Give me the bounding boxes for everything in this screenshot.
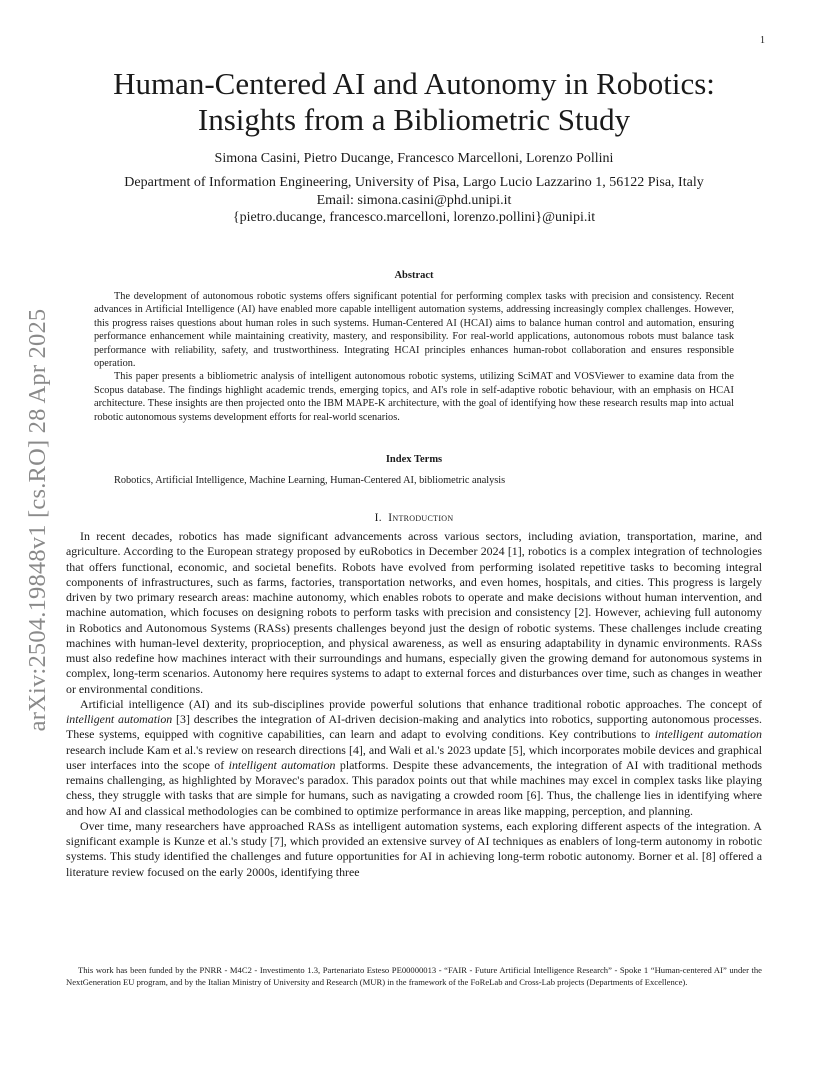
emphasis-term: intelligent automation xyxy=(66,712,173,726)
funding-footnote: This work has been funded by the PNRR - M4C2 - Investimento 1.3, Partenariato Esteso PE00000013 - “FAIR - Future Artificial Intelligence Research” - Spoke 1 “Human-centered AI” under the NextGeneration EU program, and by the Italian Ministry of University and Research (MUR) in the framework of the FoReLab and Cross-Lab projects (Departments of Excellence). xyxy=(66,965,762,987)
page-number: 1 xyxy=(760,35,765,46)
body-paragraph-2: Artificial intelligence (AI) and its sub-disciplines provide powerful solutions that enhance traditional robotic approaches. The concept of intelligent automation [3] describes the integration of AI-driven decision-making and analytics into robotics, supporting autonomous processes. These systems, equipped with cognitive capabilities, can learn and adapt to evolving conditions. Key contributions to intelligent automation research include Kam et al.'s review on research directions [4], and Wali et al.'s 2023 update [5], which incorporates mobile devices and graphical user interfaces into the scope of intelligent automation platforms. Despite these advancements, the integration of AI with traditional methods remains challenging, as highlighted by Moravec's paradox. This paradox points out that while machines may excel in complex tasks like playing chess, they struggle with tasks that are simple for humans, such as navigating a crowded room [6]. Thus, the challenge lies in identifying where and how AI and classical methodologies can be combined to optimize performance in areas like mapping, perception, and planning. xyxy=(66,696,763,818)
introduction-body xyxy=(66,529,762,880)
body-paragraph-1: In recent decades, robotics has made significant advancements across various sectors, including aviation, transportation, marine, and agriculture. According to the European strategy proposed by euRobotics in December 2024 [1], robotics is a complex integration of technologies that offers functional, economic, and societal benefits. Robots have evolved from performing isolated repetitive tasks to becoming integral components of infrastructures, such as farms, factories, transportation networks, and even homes, hospitals, and cities. This progress is largely driven by two primary research areas: machine autonomy, which enables robots to operate and make decisions without human intervention, and machine automation, which focuses on designing robots to perform tasks with precision and consistency [2]. However, achieving full autonomy in Robotics and Autonomous Systems (RASs) presents challenges beyond just the design of robotic systems. These challenges include creating machines with human-level dexterity, proprioception, and physical awareness, as well as ensuring adaptability in dynamic environments. RASs must also redefine how machines interact with their surroundings and humans, especially given the growing demand for autonomous systems in complex, long-term scenarios. Autonomy here requires systems to adapt to external forces and disturbances over time, such as changes in weather or environmental conditions. xyxy=(66,529,762,696)
email-primary: Email: simona.casini@phd.unipi.it xyxy=(316,193,512,208)
body-paragraph-3: Over time, many researchers have approached RASs as intelligent automation systems, each exploring different aspects of the integration. A significant example is Kunze et al.'s study [7], which provided an extensive survey of AI techniques as enablers of long-term autonomy in robotic systems. This study identified the challenges and future opportunities for AI in achieving long-term robotic autonomy. Borner et al. [8] offered a literature review focused on the early 2000s, identifying three xyxy=(66,818,762,879)
title-line-1: Human-Centered AI and Autonomy in Robotics: xyxy=(113,66,715,101)
email-coauthors: {pietro.ducange, francesco.marcelloni, lorenzo.pollini}@unipi.it xyxy=(232,210,596,225)
section-title: Introduction xyxy=(388,512,454,524)
author-list: Simona Casini, Pietro Ducange, Francesco Marcelloni, Lorenzo Pollini xyxy=(214,151,614,166)
title-line-2: Insights from a Bibliometric Study xyxy=(197,102,631,137)
index-terms-heading: Index Terms xyxy=(385,454,443,465)
paper-title xyxy=(60,66,768,138)
abstract-paragraph-1: The development of autonomous robotic systems offers significant potential for performing complex tasks with precision and consistency. Recent advances in Artificial Intelligence (AI) have enabled more capable intelligent automation systems, addressing increasingly complex challenges. However, this progress raises questions about human roles in such systems. Human-Centered AI (HCAI) aims to balance human control and automation, ensuring performance enhancement while maintaining creativity, mastery, and responsibility. For real-world applications, autonomous robots must balance task performance with reliability, safety, and trustworthiness. Integrating HCAI principles enhances human-robot collaboration and ensures responsible operation. xyxy=(94,291,734,370)
abstract-paragraph-2: This paper presents a bibliometric analysis of intelligent autonomous robotic systems, utilizing SciMAT and VOSViewer to examine data from the Scopus database. The findings highlight academic trends, emerging topics, and AI's role in self-adaptive robotic behaviour, with an emphasis on HCAI architecture. These insights are then projected onto the IBM MAPE-K architecture, with the goal of identifying how these research results map into actual robotic autonomous systems development efforts for real-world scenarios. xyxy=(94,371,734,423)
affiliation: Department of Information Engineering, University of Pisa, Largo Lucio Lazzarino 1, 56122 Pisa, Italy xyxy=(124,175,704,190)
arxiv-identifier-text: arXiv:2504.19848v1 [cs.RO] 28 Apr 2025 xyxy=(24,308,51,732)
section-numeral: I. xyxy=(374,512,382,524)
emphasis-term: intelligent automation xyxy=(654,727,763,742)
abstract-body xyxy=(94,290,734,424)
emphasis-term: intelligent automation xyxy=(228,757,336,772)
index-terms-list: Robotics, Artificial Intelligence, Machine Learning, Human-Centered AI, bibliometric analysis xyxy=(114,475,506,486)
section-heading-introduction xyxy=(60,512,768,524)
abstract-heading: Abstract xyxy=(394,270,434,281)
